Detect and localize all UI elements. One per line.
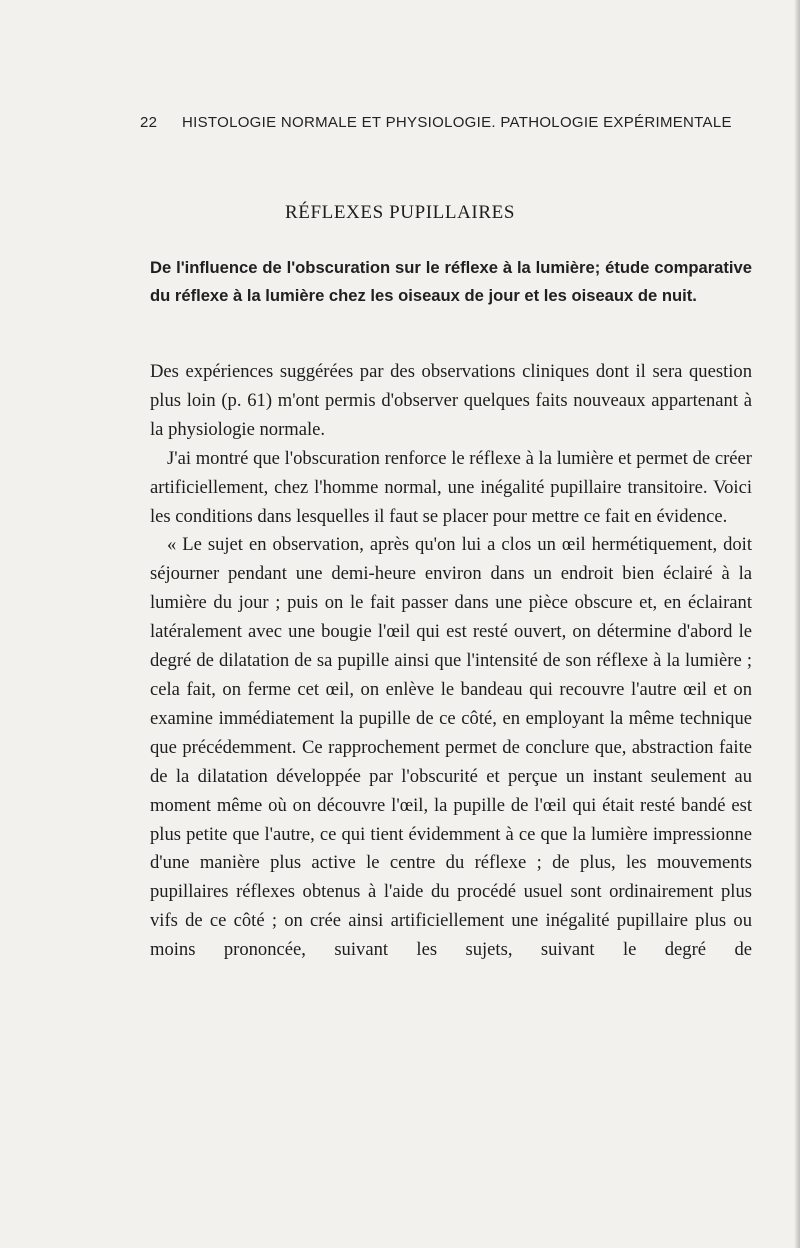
paragraph: Des expériences suggérées par des observations cliniques dont il sera question plus loin (p. 61) m'ont permis d'observer quelques faits nouveaux appartenant à la physiologie normale. [150, 361, 752, 440]
paragraph: J'ai montré que l'obscuration renforce le réflexe à la lumière et permet de créer artificiellement, chez l'homme normal, une inégalité pupillaire transitoire. Voici les conditions dans lesquelles il faut se placer pour mettre ce fait en évidence. [150, 447, 752, 527]
page-edge-shadow [794, 0, 800, 1248]
running-title: HISTOLOGIE NORMALE ET PHYSIOLOGIE. PATHOLOGIE EXPÉRIMENTALE [182, 114, 732, 131]
page-number: 22 [140, 114, 158, 131]
paragraph: « Le sujet en observation, après qu'on lui a clos un œil hermétiquement, doit séjourner pendant une demi-heure environ dans un endroit bien éclairé à la lumière du jour ; puis on le fait passer dans une pièce obscure et, en éclairant latéralement avec une bougie l'œil qui est resté ouvert, on détermine d'abord le degré de dilatation de sa pupille ainsi que l'intensité de son réflexe à la lumière ; cela fait, on ferme cet œil, on enlève le bandeau qui recouvre l'autre œil et on examine immédiatement la pupille de ce côté, en employant la même technique que précédemment. Ce rapprochement permet de conclure que, abstraction faite de la dilatation développée par l'obscurité et perçue un instant seulement au moment même où on découvre l'œil, la pupille de l'œil qui était resté bandé est plus petite que l'autre, ce qui tient évidemment à ce que la lumière impressionne d'une manière plus active le centre du réflexe ; de plus, les mouvements pupillaires réflexes obtenus à l'aide du procédé usuel sont ordinairement plus vifs de ce côté ; on crée ainsi artificiellement une inégalité pupillaire plus ou moins prononcée, suivant les sujets, suivant le degré de [150, 534, 752, 961]
section-title: RÉFLEXES PUPILLAIRES [285, 202, 515, 223]
body-text [150, 358, 752, 965]
section-subtitle: De l'influence de l'obscuration sur le réflexe à la lumière; étude comparative du réflexe à la lumière chez les oiseaux de jour et les oiseaux de nuit. [150, 258, 752, 305]
running-header [140, 114, 740, 131]
